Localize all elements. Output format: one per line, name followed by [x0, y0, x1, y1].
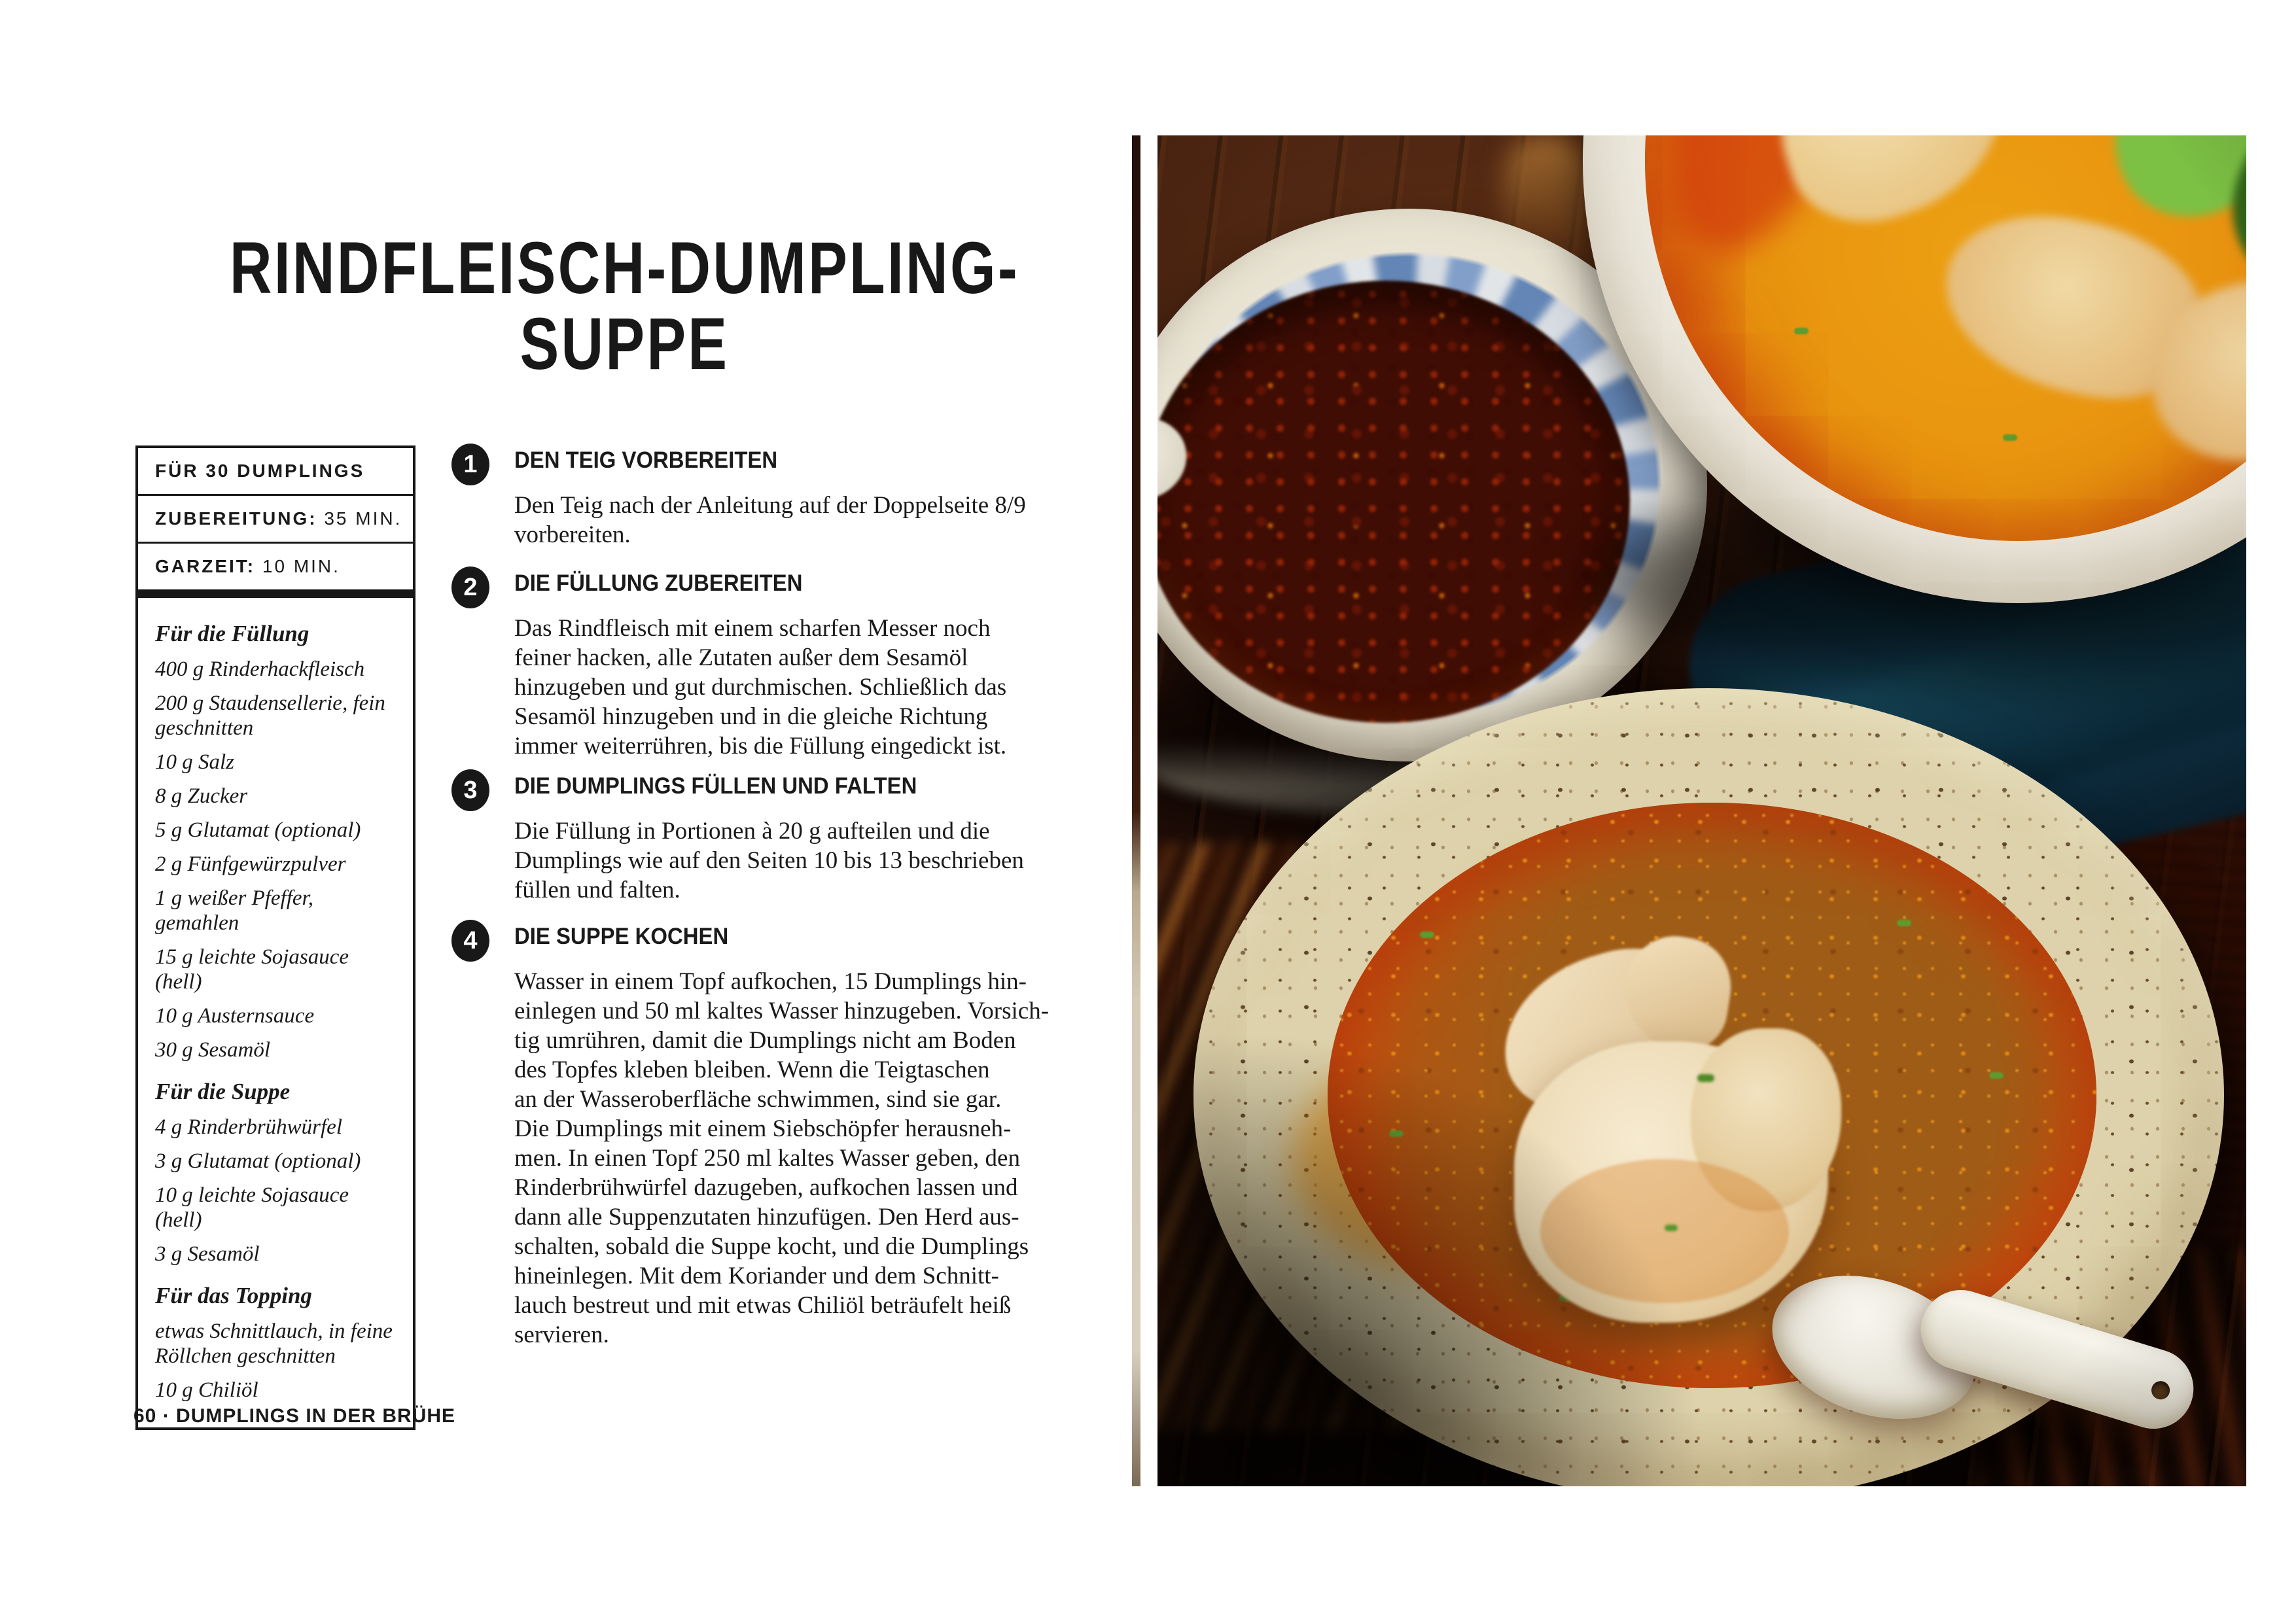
top-bowl-broth	[1645, 135, 2246, 541]
ingredient-item: 10 g Salz	[155, 750, 235, 774]
ingredient-group-heading: Für das Topping	[155, 1283, 312, 1308]
ingredient-item: 10 g Chiliöl	[155, 1378, 258, 1402]
cook-time-label: GARZEIT:	[155, 556, 256, 576]
main-soup-bowl	[1193, 688, 2224, 1486]
ingredient-item: 30 g Sesamöl	[155, 1038, 270, 1062]
ingredient-item: 10 g Austernsauce	[155, 1004, 315, 1028]
scallion-bit	[1420, 932, 1434, 938]
step-1-heading: DEN TEIG VORBEREITEN	[514, 447, 778, 473]
spoon-handle-hole	[2149, 1379, 2172, 1402]
step-4	[451, 924, 1073, 1350]
step-body-line: Rinderbrühwürfel dazugeben, aufkochen lassen und	[514, 1174, 1018, 1201]
ingredient-group-filling	[155, 620, 397, 1062]
step-body-line: feiner hacken, alle Zutaten außer dem Sesamöl	[514, 644, 968, 671]
yield-row	[138, 448, 413, 496]
page-footer: 60 · DUMPLINGS IN DER BRÜHE	[133, 1405, 456, 1427]
step-number: 4	[463, 926, 478, 954]
step-4-heading: DIE SUPPE KOCHEN	[514, 924, 729, 949]
prep-time-value: 35 MIN.	[324, 508, 402, 529]
step-body-line: füllen und falten.	[514, 877, 680, 903]
step-3	[451, 773, 1073, 905]
ingredient-group-soup	[155, 1078, 397, 1266]
step-body-line: lauch bestreut und mit etwas Chiliöl beträufelt heiß	[514, 1292, 1012, 1319]
scallion-bit	[1897, 920, 1911, 926]
step-2-heading: DIE FÜLLUNG ZUBEREITEN	[514, 570, 803, 596]
step-number: 2	[463, 573, 478, 601]
step-3-number-badge	[451, 769, 489, 811]
recipe-title	[131, 227, 1053, 385]
step-2	[451, 570, 1073, 761]
step-body-line: einlegen und 50 ml kaltes Wasser hinzugeben. Vorsich-	[514, 998, 1050, 1024]
step-1-number-badge	[451, 444, 489, 485]
ingredient-group-heading: Für die Füllung	[155, 621, 309, 646]
scallion-bit	[1989, 1072, 2004, 1079]
step-body-line: des Topfes kleben bleiben. Wenn die Teigtaschen	[514, 1056, 990, 1083]
ingredient-item: 10 g leichte Sojasauce (hell)	[155, 1183, 349, 1232]
step-body-line: dann alle Suppenzutaten hinzufügen. Den Herd aus-	[514, 1204, 1019, 1230]
step-1	[451, 447, 1073, 550]
main-dumpling	[1501, 943, 1854, 1336]
step-body-line: schalten, sobald die Suppe kocht, und die Dumplings	[514, 1233, 1029, 1260]
recipe-title-line1: RINDFLEISCH-DUMPLING-	[229, 227, 1019, 309]
step-number: 3	[463, 776, 478, 804]
step-4-number-badge	[451, 920, 489, 962]
ingredient-item: etwas Schnittlauch, in feine Röllchen geschnitten	[155, 1319, 393, 1368]
chili-oil	[1157, 281, 1630, 723]
ingredient-item: 400 g Rinderhackfleisch	[155, 657, 365, 681]
step-body-line: hinzugeben und gut durchmischen. Schließlich das	[514, 674, 1007, 701]
scallion-bit	[2003, 434, 2017, 441]
ingredient-list	[138, 598, 413, 1427]
step-body-line: servieren.	[514, 1321, 609, 1348]
recipe-photo	[1157, 135, 2246, 1486]
ingredient-item: 15 g leichte Sojasauce (hell)	[155, 945, 349, 994]
ingredient-item: 200 g Staudensellerie, fein geschnitten	[155, 691, 385, 740]
step-3-heading: DIE DUMPLINGS FÜLLEN UND FALTEN	[514, 773, 917, 799]
yield-label: FÜR 30 DUMPLINGS	[155, 461, 365, 481]
scallion-bit	[1665, 1225, 1678, 1231]
scallion-bit	[1794, 328, 1809, 334]
ingredients-box	[135, 445, 415, 1430]
ingredient-group-topping	[155, 1282, 397, 1403]
step-body-line: Dumplings wie auf den Seiten 10 bis 13 beschrieben	[514, 847, 1024, 874]
ingredient-item: 2 g Fünfgewürzpulver	[155, 852, 346, 876]
ingredient-item: 1 g weißer Pfeffer, gemahlen	[155, 886, 313, 935]
prep-time-row	[138, 496, 413, 544]
ingredient-item: 8 g Zucker	[155, 784, 248, 808]
step-body-line: vorbereiten.	[514, 521, 631, 548]
step-body-line: an der Wasseroberfläche schwimmen, sind sie gar.	[514, 1086, 1002, 1113]
step-body-line: tig umrühren, damit die Dumplings nicht am Boden	[514, 1027, 1016, 1054]
step-body-line: Das Rindfleisch mit einem scharfen Messer noch	[514, 615, 991, 642]
divider-bar	[138, 589, 413, 598]
ingredient-group-heading: Für die Suppe	[155, 1079, 291, 1104]
step-body-line: hineinlegen. Mit dem Koriander und dem Schnitt-	[514, 1263, 999, 1289]
step-body-line: Die Dumplings mit einem Siebschöpfer herausneh-	[514, 1115, 1012, 1142]
step-body-line: Sesamöl hinzugeben und in die gleiche Richtung	[514, 703, 988, 730]
step-body-line: Den Teig nach der Anleitung auf der Doppelseite 8/9	[514, 492, 1026, 519]
cook-time-row	[138, 544, 413, 589]
ingredient-item: 4 g Rinderbrühwürfel	[155, 1115, 342, 1139]
chili-oil-tint	[1540, 1159, 1789, 1303]
step-2-number-badge	[451, 567, 489, 608]
photo-gutter-strip	[1132, 135, 1140, 1486]
step-body-line: men. In einen Topf 250 ml kaltes Wasser geben, den	[514, 1145, 1020, 1172]
step-body-line: Wasser in einem Topf aufkochen, 15 Dumplings hin-	[514, 968, 1027, 995]
step-number: 1	[463, 450, 478, 478]
ingredient-item: 3 g Sesamöl	[155, 1242, 260, 1266]
ingredient-item: 3 g Glutamat (optional)	[155, 1149, 361, 1173]
recipe-title-line2: SUPPE	[520, 303, 730, 385]
step-body-line: immer weiterrühren, bis die Füllung eingedickt ist.	[514, 733, 1007, 759]
scallion-bit	[1389, 1130, 1404, 1137]
ingredient-item: 5 g Glutamat (optional)	[155, 818, 361, 842]
step-body-line: Die Füllung in Portionen à 20 g aufteilen und die	[514, 818, 990, 845]
prep-time-label: ZUBEREITUNG:	[155, 508, 317, 529]
scallion-bit	[1697, 1074, 1714, 1082]
cook-time-value: 10 MIN.	[262, 556, 340, 576]
